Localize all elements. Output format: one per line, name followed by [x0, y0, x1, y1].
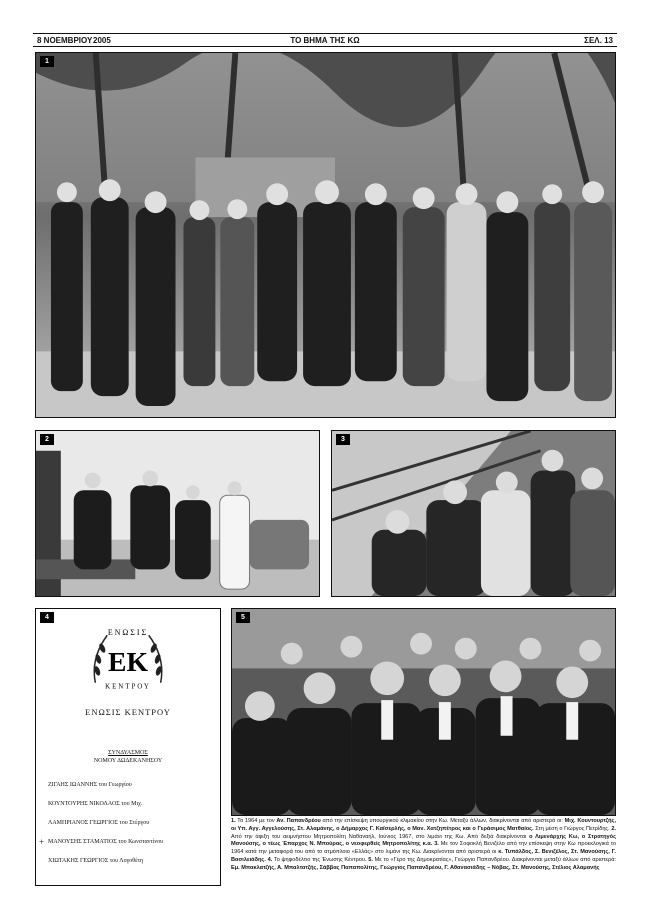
candidate-entry-marked: + ΜΑΝΟΥΣΗΣ ΣΤΑΜΑΤΙΟΣ του Κωνσταντίνου [48, 833, 218, 852]
candidate-entry: ΚΟΥΝΤΟΥΡΗΣ ΝΙΚΟΛΑΟΣ του Μιχ. [48, 801, 143, 807]
caption-names: Μιχ. Κουντουρτζής, οι Υπ. Αγγ. Αγγελούσης, Στ. Αλαμάνης, ο Δήμαρχος Γ. Καϊσερλής, ο Μαν. Χατζηπέτρος και ο Γεράσιμος Ματθαίος. [231, 818, 617, 832]
caption-names: ο Λιμενάρχης Κω, ο Στρατηγός Μανούσης, ο τέως Έπαρχος Ν. Μπούρας, ο νεοφερθείς Μητροπολίτης κ.α. [231, 833, 616, 848]
caption-number: 4. [267, 856, 273, 863]
caption-text: Με τον Σοφοκλή Βενιζέλο από την επίσκεψη στην Κω προεκλογικά το 1964 κατά την μεταφορά του από το ατμόπλοιο «Ελλάς» στο λιμάνι της Κω. Διακρίνονται από αριστερά οι [231, 841, 616, 856]
caption-number: 2. [611, 825, 617, 832]
photo-number-badge: 5 [236, 612, 250, 623]
caption-number: 5. [368, 856, 373, 863]
caption-number: 1. [231, 818, 236, 824]
photo-1-image [36, 53, 615, 417]
photo-3-boat-transfer [331, 430, 616, 597]
caption-text: από την επίσκεψη υπουργικού κλιμακίου στην Κω. Μεταξύ άλλων, διακρίνονται από αριστερά οι: [320, 818, 565, 824]
caption-text: Το ψηφοδέλτιο της Ένωσης Κέντρου. [272, 856, 369, 863]
coalition-line-2: ΝΟΜΟΥ ΔΩΔΕΚΑΝΗΣΟΥ [93, 758, 163, 764]
candidate-list [48, 776, 218, 871]
candidate-entry: ΧΙΩΤΑΚΗΣ ΓΕΩΡΓΙΟΣ του Λογοθέτη [48, 858, 144, 864]
photo-1-group-portrait [35, 52, 616, 418]
photo-captions [231, 818, 616, 873]
issue-year: 2005 [93, 36, 111, 45]
caption-names: κ. Τυπάλδος, Σ. Βενιζέλος, Στ. Μανούσης, Γ. Βασιλειάδης. [231, 849, 616, 863]
coalition-line-1: ΣΥΝΔΥΑΣΜΟΣ [108, 750, 148, 756]
page-number: ΣΕΛ. 13 [584, 36, 613, 45]
caption-names: Αν. Παπανδρέου [276, 818, 321, 824]
photo-2-image [36, 431, 319, 596]
photo-5-image [232, 609, 615, 815]
photo-number-badge: 4 [40, 612, 54, 623]
issue-date: 8 ΝΟΕΜΒΡΙΟΥ [37, 36, 93, 45]
photo-number-badge: 1 [40, 56, 54, 67]
page-header [33, 33, 617, 47]
caption-text: Με το «Γέρο της Δημοκρατίας», Γεώργιο Παπανδρέου. Διακρίνονται μεταξύ άλλων από αριστερά: [372, 856, 616, 863]
photo-2-harbour-arrival [35, 430, 320, 597]
caption-number: 3. [434, 841, 439, 848]
newspaper-title: ΤΟ ΒΗΜΑ ΤΗΣ ΚΩ [290, 36, 360, 45]
caption-names: Εμ. Μπακλατζής, Α. Μπαλτατζής, Σάββας Παπαπολίτης, Γεώργιος Παπανδρέου, Γ. Αθανασιάδης – Νόβας, Στ. Μανούσης, Στέλιος Αλαμανής [231, 864, 600, 871]
emblem-top-text: ΕΝΩΣΙΣ [107, 628, 149, 638]
ballot-coalition [36, 749, 220, 765]
caption-text: Στη μέση ο Γιώργος Πετρίδης. [533, 825, 612, 832]
photo-number-badge: 3 [336, 434, 350, 445]
emblem-letters: ΕΚ [107, 645, 149, 677]
party-emblem-graphic [36, 623, 220, 693]
emblem-bottom-text: ΚΕΝΤΡΟΥ [105, 683, 151, 691]
photo-3-image [332, 431, 615, 596]
candidate-entry: ΛΑΜΠΡΙΑΝΟΣ ΓΕΩΡΓΙΟΣ του Στέργου [48, 820, 150, 826]
candidate-entry: ΖΙΓΑΗΣ ΙΩΑΝΝΗΣ του Γεωργίου [48, 782, 132, 788]
photo-5-papandreou-group [231, 608, 616, 816]
photo-number-badge: 2 [40, 434, 54, 445]
party-emblem [36, 623, 220, 693]
photo-4-ballot-paper [35, 608, 221, 886]
ballot-party-name: ΕΝΩΣΙΣ ΚΕΝΤΡΟΥ [85, 707, 171, 717]
caption-text: Από την άφιξη του αειμνήστου Μητροπολίτη Ναθαναήλ, Ιούνιος 1967, στο λιμάνι της Κω. Από δεξιά διακρίνονται [231, 833, 530, 840]
caption-text: Το 1964 με τον [235, 818, 277, 824]
